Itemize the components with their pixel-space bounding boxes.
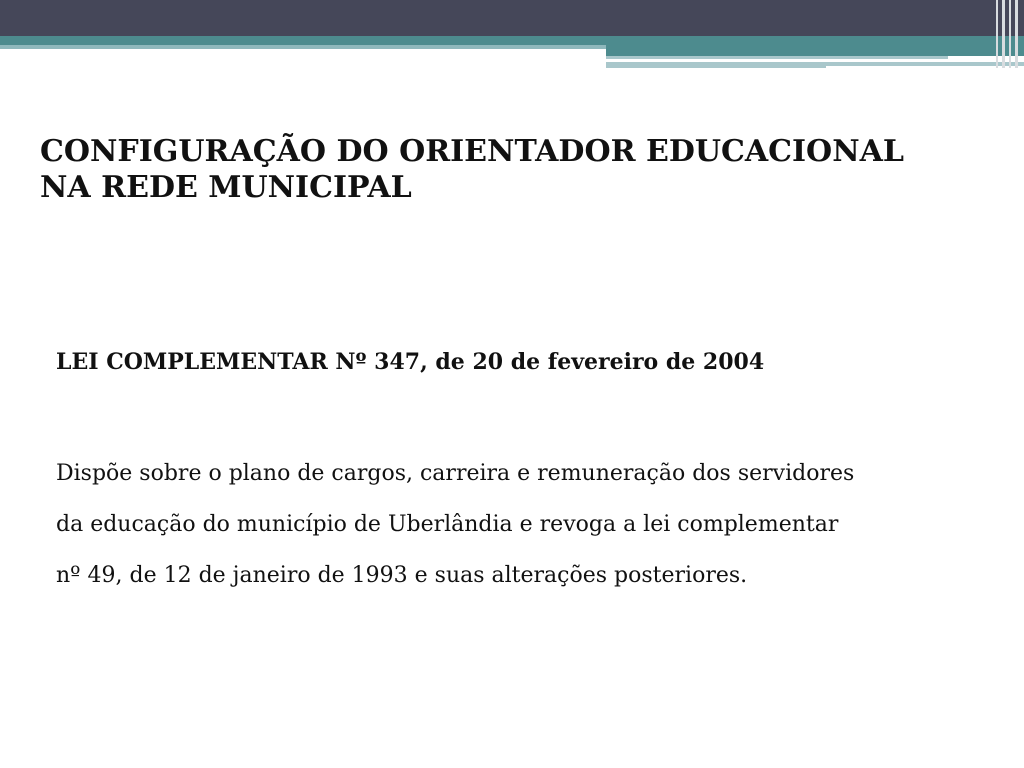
header-dark-bar	[0, 0, 1024, 36]
header-step-bar	[606, 62, 826, 68]
slide-title	[40, 134, 990, 206]
law-heading: LEI COMPLEMENTAR Nº 347, de 20 de fevereiro de 2004	[56, 349, 765, 375]
law-description-line: da educação do município de Uberlândia e revoga a lei complementar	[56, 512, 839, 537]
header-teal-light-bar	[0, 45, 606, 49]
header-step-bar	[606, 56, 948, 59]
header-teal-bar	[0, 36, 1024, 45]
header-step-bar	[606, 45, 1024, 56]
slide-title-line: CONFIGURAÇÃO DO ORIENTADOR EDUCACIONAL	[40, 134, 904, 169]
header-edge-lines	[992, 0, 1024, 68]
law-description-line: nº 49, de 12 de janeiro de 1993 e suas alterações posteriores.	[56, 563, 748, 588]
law-description	[56, 448, 986, 601]
slide-title-line: NA REDE MUNICIPAL	[40, 170, 412, 205]
law-description-line: Dispõe sobre o plano de cargos, carreira e remuneração dos servidores	[56, 461, 855, 486]
